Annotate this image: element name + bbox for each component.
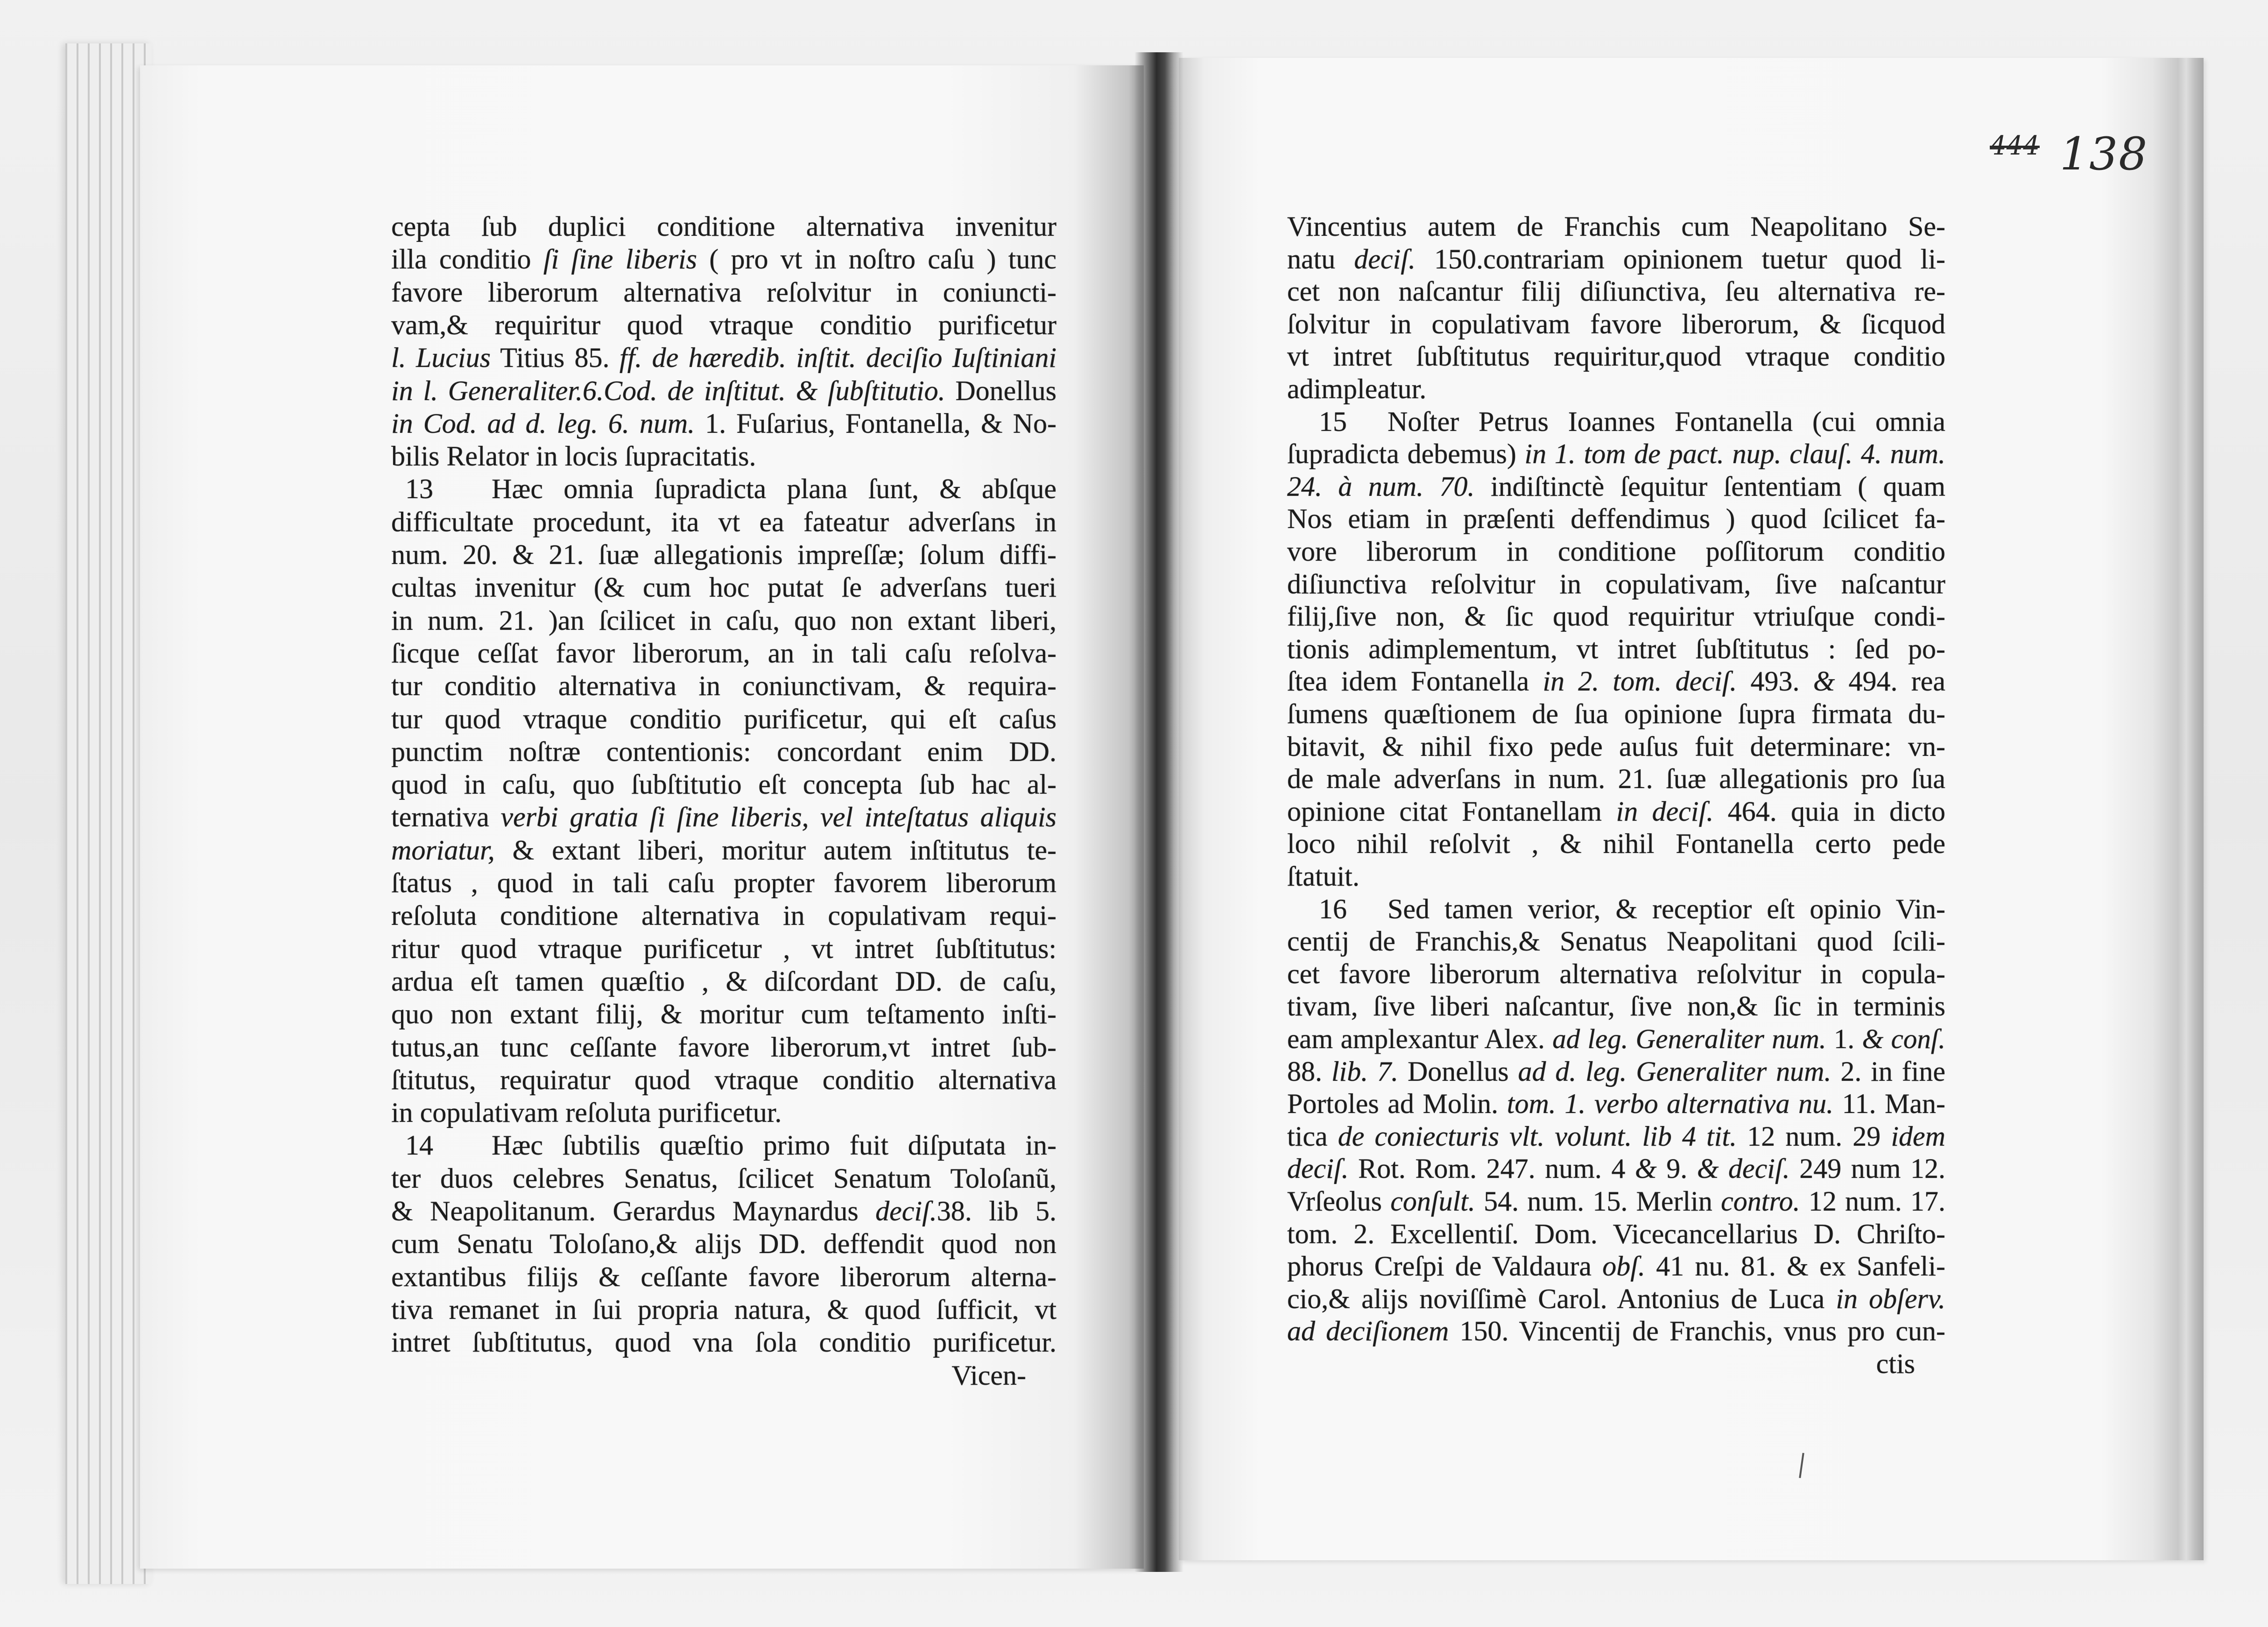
- text-line: [1287, 762, 1945, 795]
- italic-text-segment: deciſ.: [1354, 243, 1416, 275]
- text-segment: Titius 85.: [491, 342, 620, 373]
- text-line: [1287, 730, 1945, 763]
- line-text: [391, 472, 1057, 505]
- text-line: [391, 1031, 1057, 1064]
- line-text: [391, 1096, 1057, 1129]
- text-segment: reſoluta conditione alternativa in copulativam requi-: [391, 900, 1057, 931]
- text-line: [391, 407, 1057, 440]
- text-line: [1287, 958, 1945, 990]
- text-line: [391, 965, 1057, 998]
- text-segment: tiva remanet in ſui propria natura, & quod ſufficit, vt: [391, 1294, 1057, 1325]
- line-text: [1287, 1218, 1945, 1250]
- text-segment: & Neapolitanum. Gerardus Maynardus: [391, 1196, 876, 1226]
- text-segment: 12 num. 17.: [1800, 1186, 1945, 1217]
- text-line: [391, 1129, 1057, 1162]
- text-segment: 54. num. 15. Merlin: [1475, 1186, 1721, 1217]
- text-segment: ſtatus , quod in tali caſu propter favorem liberorum: [391, 867, 1057, 898]
- line-text: [391, 899, 1057, 932]
- text-segment: in num. 21. )an ſcilicet in caſu, quo non extant liberi,: [391, 605, 1057, 636]
- text-segment: cio,& alijs noviſſimè Carol. Antonius de Luca: [1287, 1283, 1836, 1314]
- text-segment: Portoles ad Molin.: [1287, 1088, 1507, 1120]
- line-text: [391, 866, 1057, 899]
- text-line: [391, 1162, 1057, 1195]
- text-segment: Vicen-: [951, 1359, 1026, 1391]
- italic-text-segment: moriatur,: [391, 834, 495, 866]
- text-line: [391, 899, 1057, 932]
- text-line: [1287, 502, 1945, 535]
- line-text: [1287, 470, 1945, 503]
- text-line: [391, 538, 1057, 571]
- text-segment: 2. in fine: [1831, 1056, 1946, 1087]
- text-line: [1287, 1250, 1945, 1282]
- text-segment: phorus Creſpi de Valdaura: [1287, 1251, 1603, 1282]
- text-line: [1287, 1152, 1945, 1185]
- text-segment: quod in caſu, quo ſubſtitutio eſt concepta ſub hac al-: [391, 769, 1057, 800]
- text-segment: ſupradicta debemus): [1287, 438, 1525, 470]
- text-line: [391, 309, 1057, 341]
- text-segment: vore liberorum in conditione poſſitorum conditio: [1287, 536, 1945, 567]
- line-text: [1287, 568, 1945, 600]
- italic-text-segment: obſ.: [1602, 1251, 1645, 1282]
- text-line: [391, 243, 1057, 275]
- text-segment: diſiunctiva reſolvitur in copulativam, ſive naſcantur: [1287, 568, 1945, 599]
- paragraph-number: 15: [1319, 406, 1347, 437]
- line-text: [1287, 730, 1945, 763]
- text-line: [391, 1195, 1057, 1227]
- text-line: [1287, 340, 1945, 373]
- text-line: [391, 669, 1057, 702]
- text-segment: 41 nu. 81. & ex Sanfeli-: [1645, 1251, 1945, 1282]
- text-line: [1287, 795, 1945, 828]
- text-line: [1287, 470, 1945, 503]
- line-text: [391, 965, 1057, 998]
- text-line: [391, 1326, 1057, 1359]
- italic-text-segment: ff. de hæredib. inſtit. deciſio Iuſtiniani: [619, 342, 1057, 373]
- text-line: [391, 1261, 1057, 1293]
- line-text: [391, 1162, 1057, 1195]
- text-line: [1287, 893, 1945, 925]
- text-segment: 1. Fuſarius, Fontanella, & No-: [695, 408, 1057, 439]
- italic-text-segment: 24. à num. 70.: [1287, 471, 1475, 502]
- text-segment: ſumens quæſtionem de ſua opinione ſupra firmata du-: [1287, 698, 1945, 729]
- text-line: [1287, 308, 1945, 340]
- line-text: [1287, 1250, 1945, 1282]
- line-text: [1287, 795, 1945, 828]
- line-text: [1287, 1120, 1945, 1153]
- text-segment: difficultate procedunt, ita vt ea fateatur adverſans in: [391, 506, 1057, 537]
- text-segment: 494. rea: [1835, 666, 1945, 697]
- text-line: [1287, 925, 1945, 958]
- line-text: [1287, 827, 1945, 860]
- text-line: [391, 210, 1057, 243]
- text-segment: ſtatuit.: [1287, 861, 1359, 892]
- text-segment: 150. Vincentij de Franchis, vnus pro cun-: [1449, 1316, 1945, 1347]
- text-line: [391, 1096, 1057, 1129]
- text-line: [1287, 1120, 1945, 1153]
- text-segment: ſolvitur in copulativam favore liberorum, & ſicquod: [1287, 308, 1945, 339]
- line-text: [391, 1195, 1057, 1227]
- text-line: [1287, 243, 1945, 275]
- text-segment: Noſter Petrus Ioannes Fontanella (cui omnia: [1388, 406, 1945, 437]
- line-text: [391, 1293, 1057, 1326]
- text-segment: 12 num. 29: [1737, 1120, 1891, 1152]
- text-segment: tur quod vtraque conditio purificetur, qui eſt caſus: [391, 703, 1057, 734]
- line-text: [1287, 405, 1945, 438]
- text-segment: tom. 2. Excellentiſ. Dom. Vicecancellarius D. Chriſto-: [1287, 1218, 1945, 1249]
- line-text: [391, 604, 1057, 637]
- line-text: [1287, 697, 1945, 730]
- line-text: [1287, 1022, 1945, 1055]
- text-segment: cepta ſub duplici conditione alternativa invenitur: [391, 211, 1057, 242]
- text-line: [1287, 210, 1945, 243]
- page-edges-stack: [65, 43, 152, 1584]
- text-segment: Nos etiam in præſenti deffendimus ) quod ſcilicet fa-: [1287, 503, 1945, 535]
- text-line: [391, 834, 1057, 866]
- left-page-text: [391, 210, 1057, 1396]
- paragraph-number: 13: [405, 473, 433, 505]
- line-text: [1287, 665, 1945, 697]
- text-line: [391, 768, 1057, 801]
- text-line: [391, 1359, 1057, 1392]
- text-segment: filij,ſive non, & ſic quod requiritur vtriuſque condi-: [1287, 601, 1945, 632]
- text-line: [391, 440, 1057, 472]
- text-segment: Hæc omnia ſupradicta plana ſunt, & abſque: [492, 473, 1057, 505]
- italic-text-segment: in 1. tom de pact. nup. clauſ. 4. num.: [1524, 438, 1945, 470]
- text-segment: & extant liberi, moritur autem inſtitutus te-: [494, 834, 1057, 866]
- text-segment: tivam, ſive liberi naſcantur, ſive non,& ſic in terminis: [1287, 991, 1945, 1022]
- text-segment: 1.: [1826, 1023, 1862, 1054]
- line-text: [391, 801, 1057, 833]
- text-segment: tionis adimplementum, vt intret ſubſtitutus : ſed po-: [1287, 633, 1945, 664]
- text-segment: 38. lib 5.: [937, 1196, 1057, 1226]
- text-segment: de male adverſans in num. 21. ſuæ allegationis pro ſua: [1287, 763, 1945, 795]
- text-line: [1287, 1282, 1945, 1315]
- text-line: [1287, 600, 1945, 633]
- line-text: [391, 669, 1057, 702]
- text-line: [391, 1293, 1057, 1326]
- text-line: [1287, 633, 1945, 665]
- line-text: [391, 538, 1057, 571]
- line-text: [1287, 1347, 1945, 1380]
- italic-text-segment: ad deciſionem: [1287, 1316, 1449, 1347]
- text-segment: in copulativam reſoluta purificetur.: [391, 1097, 782, 1128]
- line-text: [391, 276, 1057, 309]
- italic-text-segment: &: [1635, 1153, 1657, 1184]
- italic-text-segment: ad d. leg. Generaliter num.: [1518, 1056, 1831, 1087]
- text-line: [391, 932, 1057, 965]
- italic-text-segment: deciſ.: [875, 1196, 937, 1226]
- text-segment: cet non naſcantur filij diſiunctiva, ſeu alternativa re-: [1287, 276, 1945, 307]
- text-segment: intret ſubſtitutus, quod vna ſola conditio purificetur.: [391, 1327, 1057, 1358]
- text-line: [1287, 1055, 1945, 1088]
- text-segment: vam,& requiritur quod vtraque conditio purificetur: [391, 309, 1057, 340]
- line-text: [391, 834, 1057, 866]
- line-text: [1287, 1185, 1945, 1218]
- text-segment: extantibus filijs & ceſſante favore liberorum alterna-: [391, 1261, 1057, 1292]
- line-text: [1287, 893, 1945, 925]
- line-text: [1287, 243, 1945, 275]
- line-text: [391, 309, 1057, 341]
- text-segment: cet favore liberorum alternativa reſolvitur in copula-: [1287, 958, 1945, 989]
- text-line: [1287, 697, 1945, 730]
- line-text: [391, 1031, 1057, 1064]
- italic-text-segment: in Cod. ad d. leg. 6. num.: [391, 408, 695, 439]
- text-segment: Hæc ſubtilis quæſtio primo fuit diſputata in-: [492, 1130, 1057, 1161]
- italic-text-segment: ſi ſine liberis: [543, 244, 697, 275]
- struck-folio-number: 444: [1990, 131, 2040, 161]
- text-segment: ter duos celebres Senatus, ſcilicet Senatum Toloſanũ,: [391, 1162, 1057, 1194]
- line-text: [391, 341, 1057, 374]
- text-segment: Vincentius autem de Franchis cum Neapolitano Se-: [1287, 211, 1945, 242]
- text-segment: ritur quod vtraque purificetur , vt intret ſubſtitutus:: [391, 933, 1057, 964]
- text-segment: opinione citat Fontanellam: [1287, 796, 1616, 827]
- italic-text-segment: lib. 7.: [1331, 1056, 1399, 1087]
- text-line: [1287, 1022, 1945, 1055]
- text-segment: natu: [1287, 243, 1354, 275]
- line-text: [391, 932, 1057, 965]
- line-text: [391, 1326, 1057, 1359]
- text-segment: 249 num 12.: [1789, 1153, 1946, 1184]
- line-text: [1287, 502, 1945, 535]
- text-line: [1287, 437, 1945, 470]
- text-segment: ſtea idem Fontanella: [1287, 666, 1543, 697]
- line-text: [1287, 990, 1945, 1022]
- text-line: [1287, 990, 1945, 1022]
- text-segment: punctim noſtræ contentionis: concordant enim DD.: [391, 736, 1057, 767]
- italic-text-segment: ad leg. Generaliter num.: [1552, 1023, 1826, 1054]
- text-line: [391, 866, 1057, 899]
- line-text: [391, 1261, 1057, 1293]
- line-text: [391, 1129, 1057, 1162]
- line-text: [391, 210, 1057, 243]
- text-line: [391, 341, 1057, 374]
- line-text: [1287, 210, 1945, 243]
- text-segment: ( pro vt in noſtro caſu ) tunc: [697, 244, 1057, 275]
- line-text: [391, 243, 1057, 275]
- text-line: [1287, 665, 1945, 697]
- text-segment: ctis: [1876, 1348, 1915, 1379]
- text-line: [391, 276, 1057, 309]
- text-line: [391, 998, 1057, 1030]
- text-line: [1287, 535, 1945, 568]
- italic-text-segment: l. Lucius: [391, 342, 491, 373]
- line-text: [391, 1227, 1057, 1260]
- line-text: [1287, 1282, 1945, 1315]
- line-text: [1287, 340, 1945, 373]
- text-segment: Donellus: [945, 375, 1057, 406]
- italic-text-segment: tom. 1. verbo alternativa nu.: [1507, 1088, 1834, 1120]
- text-segment: tica: [1287, 1120, 1338, 1152]
- line-text: [1287, 1087, 1945, 1120]
- line-text: [1287, 308, 1945, 340]
- line-text: [391, 637, 1057, 669]
- text-segment: tutus,an tunc ceſſante favore liberorum,vt intret ſub-: [391, 1031, 1057, 1063]
- text-segment: Sed tamen verior, & receptior eſt opinio Vin-: [1388, 893, 1945, 924]
- text-segment: 464. quia in dicto: [1713, 796, 1945, 827]
- line-text: [391, 768, 1057, 801]
- text-line: [1287, 275, 1945, 308]
- text-segment: favore liberorum alternativa reſolvitur in coniuncti-: [391, 276, 1057, 308]
- text-line: [391, 1227, 1057, 1260]
- text-segment: Vrſeolus: [1287, 1186, 1391, 1217]
- text-segment: vt intret ſubſtitutus requiritur,quod vtraque conditio: [1287, 341, 1945, 372]
- italic-text-segment: & deciſ.: [1697, 1153, 1790, 1184]
- text-segment: bitavit, & nihil fixo pede auſus fuit determinare: vn-: [1287, 731, 1945, 762]
- text-segment: cultas invenitur (& cum hoc putat ſe adverſans tueri: [391, 572, 1057, 603]
- line-text: [1287, 373, 1945, 405]
- text-line: [391, 1064, 1057, 1096]
- text-segment: bilis Relator in locis ſupracitatis.: [391, 441, 756, 472]
- text-segment: centij de Franchis,& Senatus Neapolitani quod ſcili-: [1287, 926, 1945, 957]
- line-text: [391, 440, 1057, 472]
- italic-text-segment: de coniecturis vlt. volunt. lib 4 tit.: [1338, 1120, 1737, 1152]
- text-line: [391, 604, 1057, 637]
- line-text: [391, 735, 1057, 768]
- text-segment: 11. Man-: [1833, 1088, 1946, 1120]
- italic-text-segment: in 2. tom. deciſ.: [1543, 666, 1737, 697]
- text-line: [1287, 827, 1945, 860]
- line-text: [1287, 1315, 1945, 1347]
- line-text: [391, 506, 1057, 538]
- text-line: [1287, 405, 1945, 438]
- line-text: [1287, 437, 1945, 470]
- text-line: [1287, 568, 1945, 600]
- italic-text-segment: & conſ.: [1862, 1023, 1945, 1054]
- text-line: [1287, 1347, 1945, 1380]
- text-segment: indiſtinctè ſequitur ſententiam ( quam: [1474, 471, 1945, 502]
- text-line: [1287, 1087, 1945, 1120]
- text-segment: 150.contrariam opinionem tuetur quod li-: [1415, 243, 1945, 275]
- line-text: [1287, 1055, 1945, 1088]
- text-segment: quo non extant filij, & moritur cum teſtamento inſti-: [391, 999, 1057, 1030]
- text-segment: 88.: [1287, 1056, 1331, 1087]
- folio-number: 138: [2060, 128, 2148, 180]
- italic-text-segment: in deciſ.: [1616, 796, 1714, 827]
- italic-text-segment: &: [1813, 666, 1835, 697]
- text-segment: 9.: [1656, 1153, 1697, 1184]
- line-text: [1287, 1152, 1945, 1185]
- italic-text-segment: verbi gratia ſi ſine liberis, vel inteſtatus aliquis: [500, 802, 1057, 833]
- line-text: [391, 571, 1057, 604]
- text-line: [1287, 1315, 1945, 1347]
- italic-text-segment: conſult.: [1390, 1186, 1475, 1217]
- text-segment: tur conditio alternativa in coniunctivam, & requira-: [391, 670, 1057, 702]
- text-segment: adimpleatur.: [1287, 373, 1427, 404]
- paragraph-number: 14: [405, 1130, 433, 1161]
- text-line: [1287, 1185, 1945, 1218]
- paragraph-number: 16: [1319, 893, 1347, 924]
- text-line: [1287, 860, 1945, 893]
- line-text: [391, 1359, 1057, 1392]
- text-segment: ternativa: [391, 802, 501, 833]
- line-text: [1287, 633, 1945, 665]
- text-line: [391, 801, 1057, 833]
- text-segment: eam amplexantur Alex.: [1287, 1023, 1553, 1054]
- text-line: [391, 703, 1057, 735]
- text-segment: 493.: [1737, 666, 1813, 697]
- text-line: [1287, 1218, 1945, 1250]
- line-text: [1287, 958, 1945, 990]
- text-segment: illa conditio: [391, 244, 543, 275]
- text-line: [391, 506, 1057, 538]
- line-text: [1287, 925, 1945, 958]
- text-segment: ſicque ceſſat favor liberorum, an in tali caſu reſolva-: [391, 637, 1057, 669]
- line-text: [1287, 600, 1945, 633]
- text-segment: ardua eſt tamen quæſtio , & diſcordant DD. de caſu,: [391, 965, 1057, 997]
- line-text: [391, 998, 1057, 1030]
- line-text: [1287, 762, 1945, 795]
- line-text: [391, 703, 1057, 735]
- handwritten-folio-annotation: [1990, 122, 2158, 188]
- text-segment: ſtitutus, requiratur quod vtraque conditio alternativa: [391, 1064, 1057, 1095]
- text-line: [391, 571, 1057, 604]
- right-page-text: [1287, 210, 1945, 1382]
- text-line: [391, 735, 1057, 768]
- book-gutter-shadow: [1134, 52, 1183, 1572]
- line-text: [391, 1064, 1057, 1096]
- text-line: [391, 472, 1057, 505]
- italic-text-segment: deciſ.: [1287, 1153, 1349, 1184]
- line-text: [1287, 275, 1945, 308]
- line-text: [391, 374, 1057, 407]
- italic-text-segment: in l. Generaliter.6.Cod. de inſtitut. & ſubſtitutio.: [391, 375, 945, 406]
- text-segment: num. 20. & 21. ſuæ allegationis impreſſæ; ſolum diffi-: [391, 539, 1057, 570]
- text-segment: Donellus: [1398, 1056, 1518, 1087]
- line-text: [1287, 860, 1945, 893]
- italic-text-segment: in obſerv.: [1836, 1283, 1945, 1314]
- italic-text-segment: idem: [1891, 1120, 1945, 1152]
- text-segment: loco nihil reſolvit , & nihil Fontanella certo pede: [1287, 828, 1945, 859]
- text-segment: cum Senatu Toloſano,& alijs DD. deffendit quod non: [391, 1228, 1057, 1260]
- text-segment: Rot. Rom. 247. num. 4: [1348, 1153, 1635, 1184]
- line-text: [391, 407, 1057, 440]
- italic-text-segment: contro.: [1721, 1186, 1800, 1217]
- text-line: [391, 637, 1057, 669]
- text-line: [391, 374, 1057, 407]
- line-text: [1287, 535, 1945, 568]
- text-line: [1287, 373, 1945, 405]
